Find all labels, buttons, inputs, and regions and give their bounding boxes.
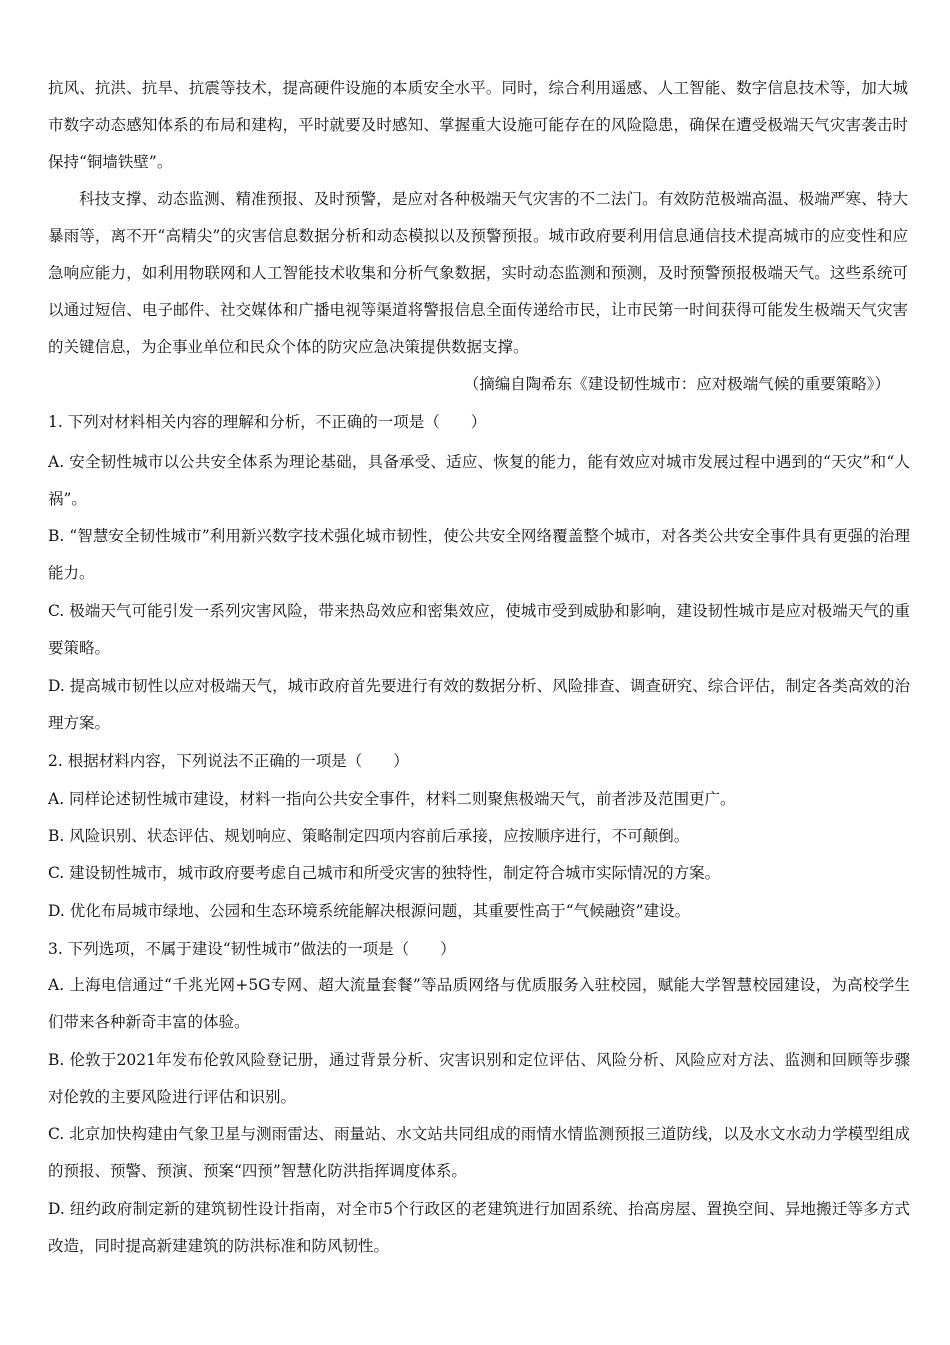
passage-paragraph-2: 科技支撑、动态监测、精准预报、及时预警，是应对各种极端天气灾害的不二法门。有效防范极端高温、极端严寒、特大暴雨等，离不开“高精尖”的灾害信息数据分析和动态模拟以及预警预报。城市政府要利用信息通信技术提高城市的应变性和应急响应能力，如利用物联网和人工智能技术收集和分析气象数据，实时动态监测和预测，及时预警预报极端天气。这些系统可以通过短信、电子邮件、社交媒体和广播电视等渠道将警报信息全面传递给市民，让市民第一时间获得可能发生极端天气灾害的关键信息，为企事业单位和民众个体的防灾应急决策提供数据支撑。 xyxy=(48,190,908,356)
option-a: A. 安全韧性城市以公共安全体系为理论基础，具备承受、适应、恢复的能力，能有效应对城市发展过程中遇到的“天灾”和“人祸”。 xyxy=(48,453,910,508)
option-b: B. “智慧安全韧性城市”利用新兴数字技术强化城市韧性，使公共安全网络覆盖整个城市，对各类公共安全事件具有更强的治理能力。 xyxy=(48,527,910,582)
option-b: B. 风险识别、状态评估、规划响应、策略制定四项内容前后承接，应按顺序进行，不可颠倒。 xyxy=(48,827,690,845)
option-d: D. 优化布局城市绿地、公园和生态环境系统能解决根源问题，其重要性高于“气候融资”建设。 xyxy=(48,902,691,920)
question-stem: 3. 下列选项，不属于建设“韧性城市”做法的一项是（ ） xyxy=(48,940,456,958)
option-c: C. 北京加快构建由气象卫星与测雨雷达、雨量站、水文站共同组成的雨情水情监测预报三道防线，以及水文水动力学模型组成的预报、预警、预演、预案“四预”智慧化防洪指挥调度体系。 xyxy=(48,1125,910,1180)
passage-paragraph-1: 抗风、抗洪、抗旱、抗震等技术，提高硬件设施的本质安全水平。同时，综合利用遥感、人工智能、数字信息技术等，加大城市数字动态感知体系的布局和建构，平时就要及时感知、掌握重大设施可能存在的风险隐患，确保在遭受极端天气灾害袭击时保持“铜墙铁壁”。 xyxy=(48,79,908,171)
option-b: B. 伦敦于2021年发布伦敦风险登记册，通过背景分析、灾害识别和定位评估、风险分析、风险应对方法、监测和回顾等步骤对伦敦的主要风险进行评估和识别。 xyxy=(48,1051,910,1106)
option-a: A. 同样论述韧性城市建设，材料一指向公共安全事件，材料二则聚焦极端天气，前者涉及范围更广。 xyxy=(48,790,736,808)
passage-source: （摘编自陶希东《建设韧性城市：应对极端气候的重要策略》） xyxy=(463,375,890,393)
option-d: D. 提高城市韧性以应对极端天气，城市政府首先要进行有效的数据分析、风险排查、调查研究、综合评估，制定各类高效的治理方案。 xyxy=(48,677,910,732)
question-stem: 2. 根据材料内容，下列说法不正确的一项是（ ） xyxy=(48,752,409,770)
option-a: A. 上海电信通过“千兆光网+5G专网、超大流量套餐”等品质网络与优质服务入驻校园，赋能大学智慧校园建设，为高校学生们带来各种新奇丰富的体验。 xyxy=(48,976,910,1031)
option-c: C. 建设韧性城市，城市政府要考虑自己城市和所受灾害的独特性，制定符合城市实际情况的方案。 xyxy=(48,864,721,882)
option-c: C. 极端天气可能引发一系列灾害风险，带来热岛效应和密集效应，使城市受到威胁和影响，建设韧性城市是应对极端天气的重要策略。 xyxy=(48,602,910,657)
question-stem: 1. 下列对材料相关内容的理解和分析，不正确的一项是（ ） xyxy=(48,413,487,431)
option-d: D. 纽约政府制定新的建筑韧性设计指南，对全市5个行政区的老建筑进行加固系统、抬高房屋、置换空间、异地搬迁等多方式改造，同时提高新建建筑的防洪标准和防风韧性。 xyxy=(48,1200,910,1255)
